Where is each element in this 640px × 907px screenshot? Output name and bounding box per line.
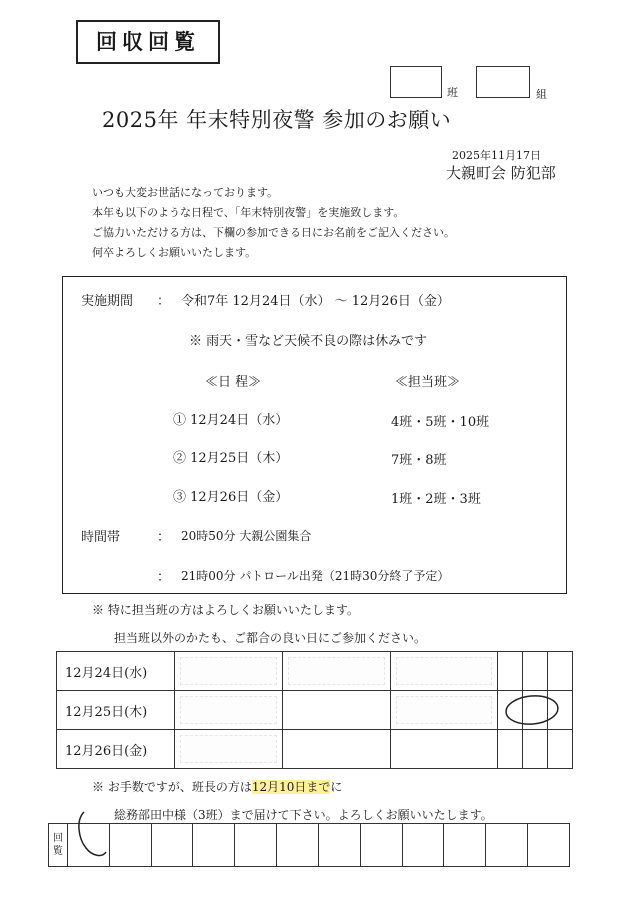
deadline-highlight: 12月10日まで [251,780,331,794]
handwritten-circle-mark [500,691,570,729]
signup-cell[interactable] [390,652,498,691]
team-header: ≪担当班≫ [395,375,461,390]
signup-cell[interactable] [390,730,498,769]
note-line-1: ※ 特に担当班の方はよろしくお願いいたします。 [92,603,359,617]
signup-date-label: 12月24日(水) [57,652,175,691]
handwritten-check-mark [72,808,112,864]
circulation-label [49,824,68,867]
intro-line: 本年も以下のような日程で、「年末特別夜警」を実施致します。 [92,206,405,219]
signup-date-label: 12月26日(金) [57,730,175,769]
intro-line: ご協力いただける方は、下欄の参加できる日にお名前をご記入ください。 [92,226,455,239]
circulation-cell[interactable] [68,824,110,867]
signup-row [57,730,573,769]
footer-note-suffix: に [330,780,343,794]
circulation-cell[interactable] [151,824,193,867]
schedule-header: ≪日 程≫ [205,375,262,390]
signup-cell[interactable] [523,652,548,691]
circulation-table [48,823,570,867]
circulation-cell[interactable] [528,824,570,867]
circulation-cell[interactable] [235,824,277,867]
kumi-number-box[interactable] [476,66,530,98]
signup-cell[interactable] [282,691,390,730]
signup-cell[interactable] [523,730,548,769]
time-assembly: 20時50分 大親公園集合 [181,529,312,543]
signup-cell[interactable] [175,730,283,769]
han-label: 班 [447,86,458,99]
circulation-cell[interactable] [277,824,319,867]
time-colon-1: ： [157,530,171,545]
circulation-cell[interactable] [193,824,235,867]
intro-text [92,183,455,263]
intro-line: 何卒よろしくお願いいたします。 [92,246,257,259]
signup-cell[interactable] [282,652,390,691]
signup-cell[interactable] [498,652,523,691]
schedule-teams-1: 4班・5班・10班 [391,415,490,430]
signup-row [57,652,573,691]
circulation-cell[interactable] [109,824,151,867]
circulation-cell[interactable] [360,824,402,867]
signup-cell[interactable] [175,652,283,691]
circulation-cell[interactable] [318,824,360,867]
signup-row [57,691,573,730]
schedule-date-3: ③ 12月26日（金） [173,490,289,505]
period-label: 実施期間 [81,294,134,309]
footer-instruction: 総務部田中様（3班）まで届けて下さい。よろしくお願いいたします。 [114,808,493,822]
signup-table [56,651,573,769]
circulation-cell[interactable] [402,824,444,867]
schedule-teams-3: 1班・2班・3班 [391,492,481,507]
details-box [62,276,567,594]
period-value: 令和7年 12月24日（水） ～ 12月26日（金） [181,294,450,309]
footer-note [92,778,342,795]
period-colon: ： [157,294,171,309]
time-label: 時間帯 [81,530,121,545]
footer-note-prefix: ※ お手数ですが、班長の方は [92,780,252,794]
intro-line: いつも大変お世話になっております。 [92,186,279,199]
signup-cell[interactable] [282,730,390,769]
signup-cell[interactable] [175,691,283,730]
schedule-teams-2: 7班・8班 [391,453,447,468]
circulation-label-top: 回 [53,833,63,844]
circulation-cell[interactable] [486,824,528,867]
signup-cell[interactable] [548,730,573,769]
signup-date-label: 12月25日(木) [57,691,175,730]
signup-cell[interactable] [498,730,523,769]
issue-date: 2025年11月17日 [452,149,541,162]
han-number-box[interactable] [390,66,442,98]
signup-cell[interactable] [548,652,573,691]
note-line-2: 担当班以外のかたも、ご都合の良い日にご参加ください。 [114,631,427,645]
circulation-label-bottom: 覧 [53,846,63,857]
signup-cell[interactable] [498,691,523,730]
time-colon-2: ： [157,570,171,585]
schedule-date-2: ② 12月25日（木） [173,451,289,466]
page-title: 2025年 年末特別夜警 参加のお願い [102,108,452,132]
schedule-date-1: ① 12月24日（水） [173,413,289,428]
kumi-label: 組 [536,88,547,101]
signup-cell[interactable] [390,691,498,730]
circulation-cell[interactable] [444,824,486,867]
time-patrol: 21時00分 パトロール出発（21時30分終了予定） [181,569,450,583]
weather-note: ※ 雨天・雪など天候不良の際は休みです [189,334,428,349]
organization: 大親町会 防犯部 [446,164,556,182]
circulation-stamp: 回収回覧 [76,20,220,64]
